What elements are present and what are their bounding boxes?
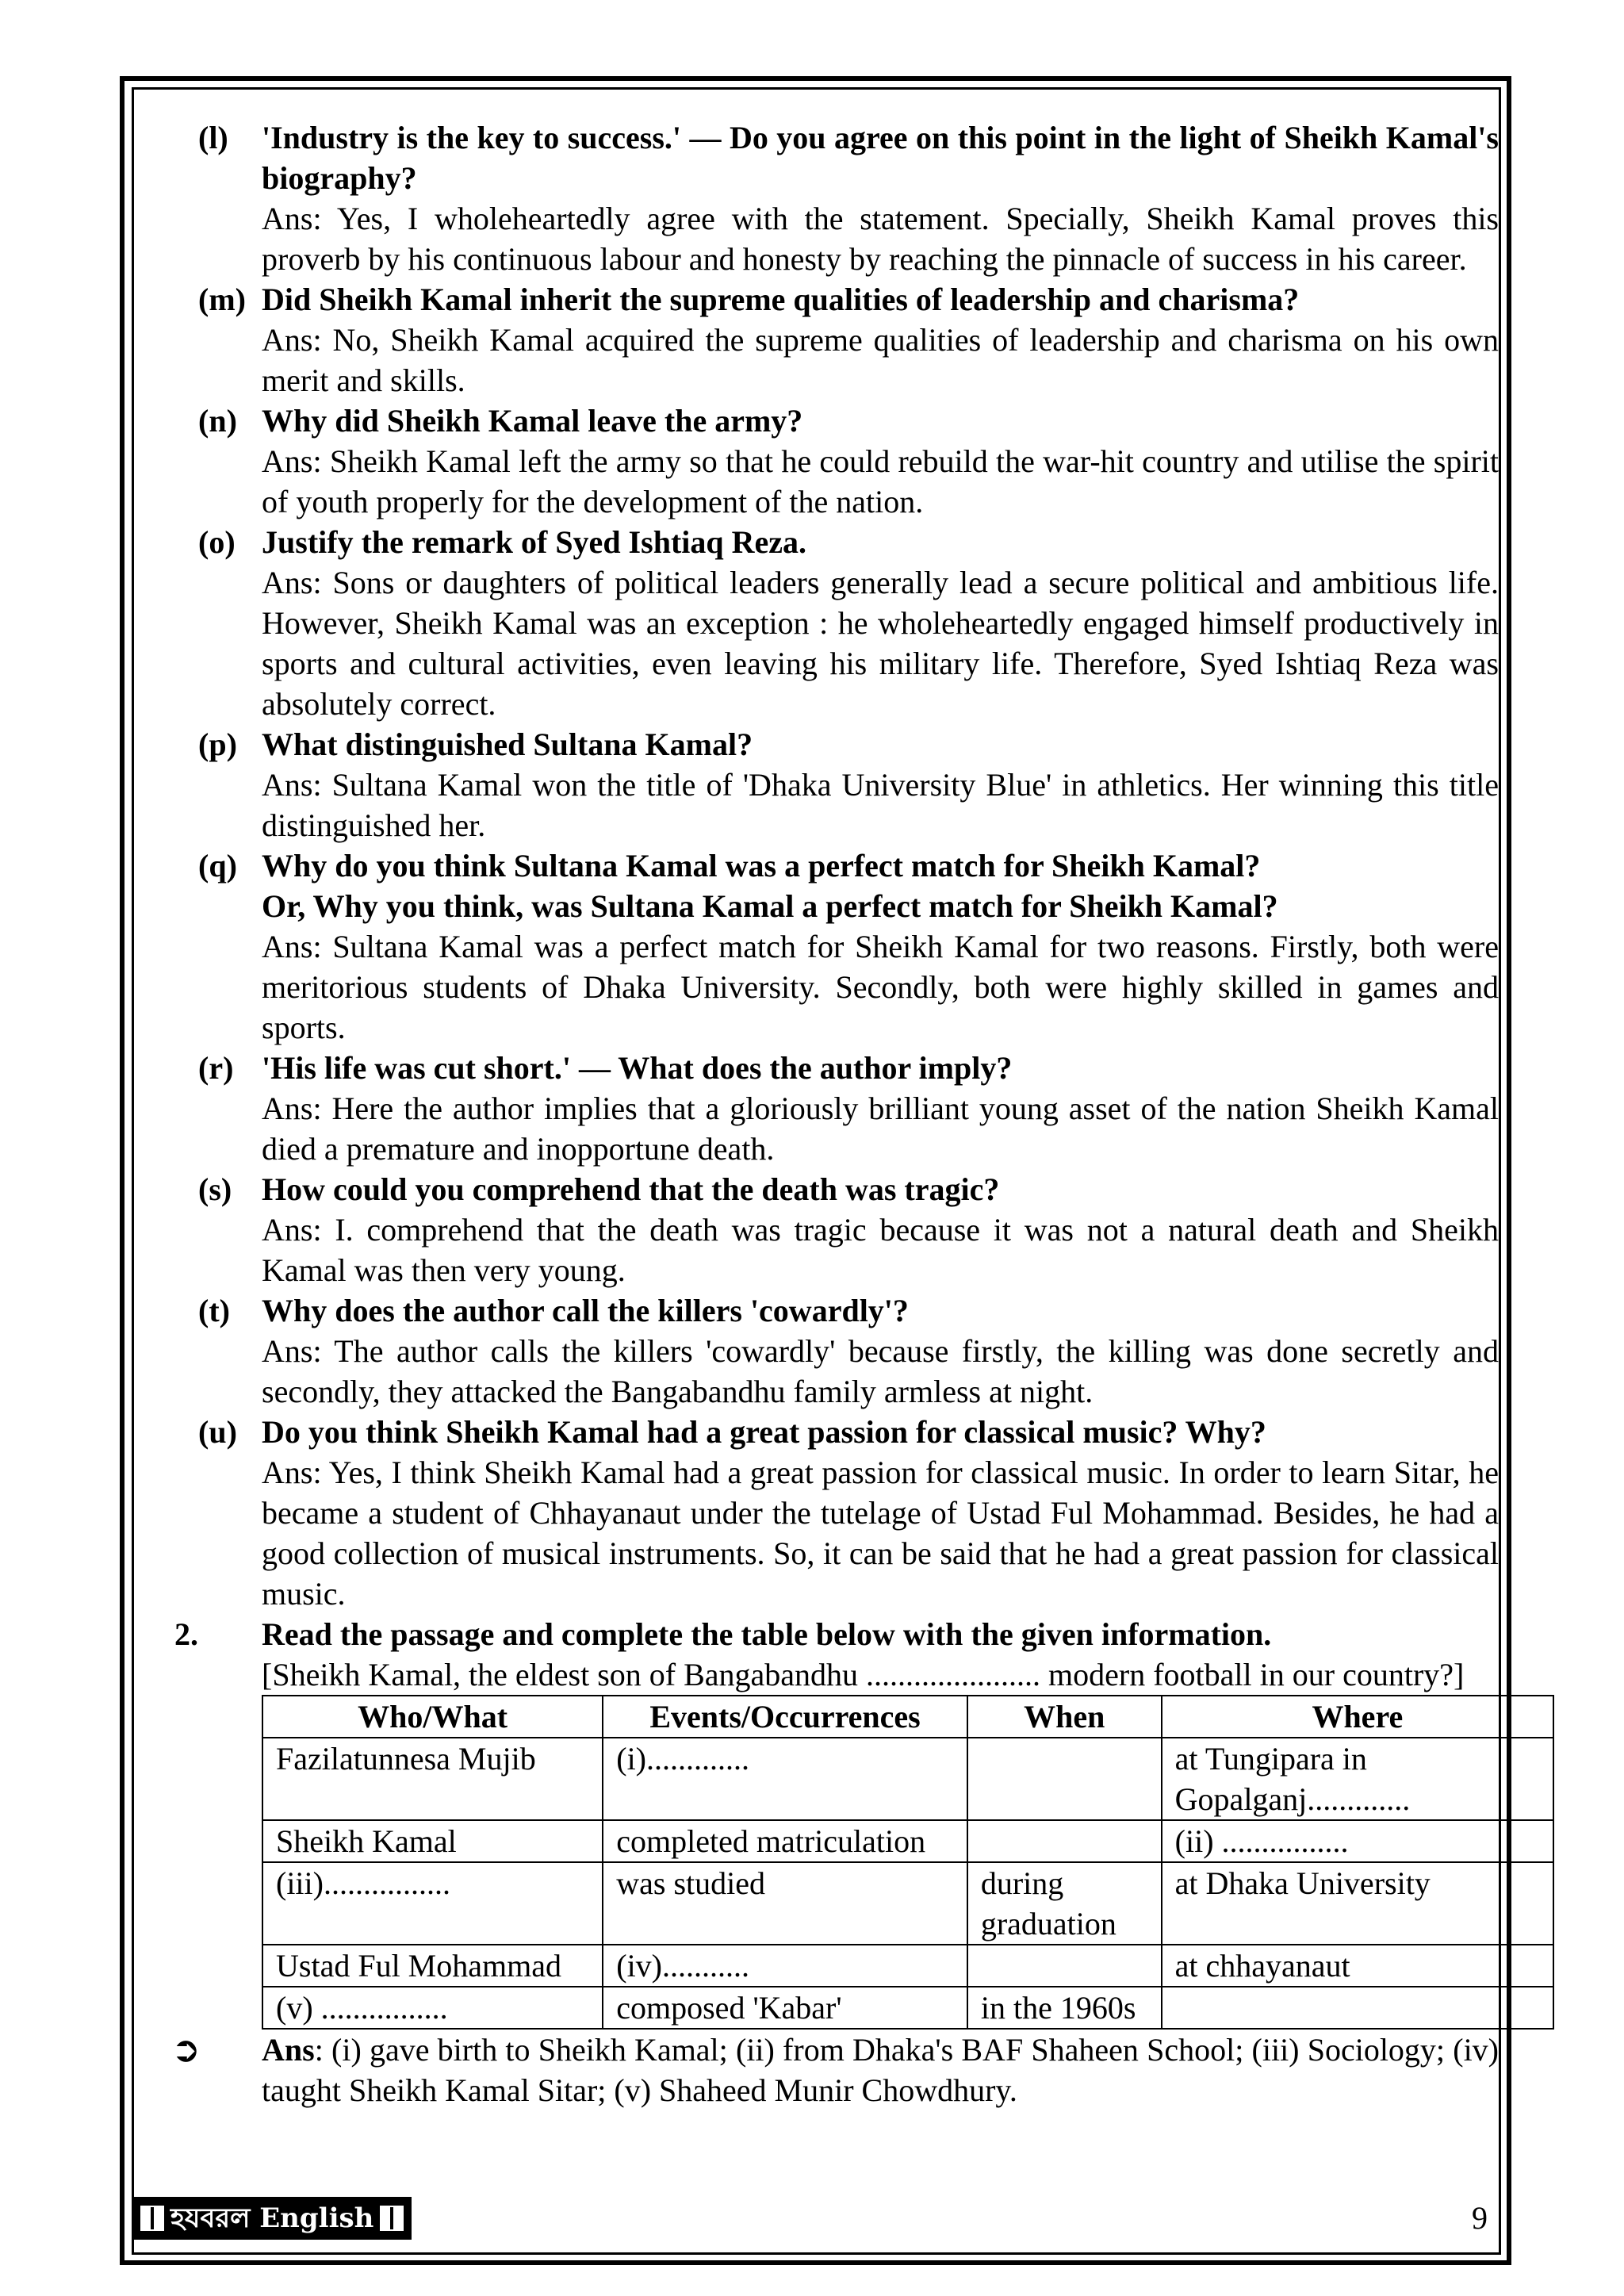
table-cell: Fazilatunnesa Mujib — [262, 1738, 603, 1820]
question-s — [182, 1169, 1499, 1290]
passage-excerpt: [Sheikh Kamal, the eldest son of Bangabandhu ...................... modern football in our country?] — [262, 1657, 1465, 1692]
question-number: (t) — [198, 1293, 230, 1328]
table-cell — [967, 1738, 1162, 1820]
table-cell: at Tungipara in Gopalganj............. — [1162, 1738, 1553, 1820]
table-cell: (iv)........... — [603, 1945, 967, 1987]
table-cell: during graduation — [967, 1862, 1162, 1945]
table-cell: (i)............. — [603, 1738, 967, 1820]
table-row — [262, 1738, 1553, 1820]
question-number: (o) — [198, 524, 236, 560]
question-number: (q) — [198, 848, 237, 884]
information-table — [262, 1695, 1554, 2030]
answer-text: Ans: Here the author implies that a gloriously brilliant young asset of the nation Sheikh Kamal died a premature and inopportune death. — [262, 1091, 1499, 1167]
question-number: (s) — [198, 1171, 232, 1207]
page-content — [171, 117, 1499, 2110]
table-cell — [967, 1945, 1162, 1987]
answer-text: Ans: Sheikh Kamal left the army so that he could rebuild the war-hit country and utilise the spirit of youth properly for the development of the nation. — [262, 443, 1499, 519]
question-p — [182, 724, 1499, 845]
table-cell: (v) ................ — [262, 1987, 603, 2029]
question-number: (l) — [198, 120, 228, 155]
table-cell: composed 'Kabar' — [603, 1987, 967, 2029]
question-q — [182, 845, 1499, 1048]
column-header: When — [967, 1696, 1162, 1738]
question-number: (m) — [198, 282, 246, 317]
question-l — [182, 117, 1499, 279]
answer-body: : (i) gave birth to Sheikh Kamal; (ii) from Dhaka's BAF Shaheen School; (iii) Sociology; (iv) taught Sheikh Kamal Sitar; (v) Shaheed Munir Chowdhury. — [262, 2032, 1499, 2108]
table-cell — [967, 1820, 1162, 1862]
task-title: Read the passage and complete the table below with the given information. — [262, 1616, 1272, 1652]
column-header: Who/What — [262, 1696, 603, 1738]
question-number: (p) — [198, 726, 237, 762]
question-number: (r) — [198, 1050, 234, 1086]
question-r — [182, 1048, 1499, 1169]
answer-text: Ans: Sons or daughters of political leaders generally lead a secure political and ambitious life. However, Sheikh Kamal was an exception : he wholeheartedly engaged himself productively in sports and cultural activities, even leaving his military life. Therefore, Syed Ishtiaq Reza was absolutely correct. — [262, 565, 1499, 722]
question-text: Why does the author call the killers 'cowardly'? — [262, 1293, 909, 1328]
answer-label: Ans — [262, 2032, 315, 2068]
question-text: 'Industry is the key to success.' — Do you agree on this point in the light of Sheikh Kamal's biography? — [262, 120, 1499, 196]
question-t — [182, 1290, 1499, 1412]
table-cell: Ustad Ful Mohammad — [262, 1945, 603, 1987]
table-row — [262, 1862, 1553, 1945]
table-cell: (iii)................ — [262, 1862, 603, 1945]
answer-text: Ans: No, Sheikh Kamal acquired the supreme qualities of leadership and charisma on his own merit and skills. — [262, 322, 1499, 398]
table-row — [262, 1820, 1553, 1862]
answer-text: Ans: Sultana Kamal won the title of 'Dhaka University Blue' in athletics. Her winning this title distinguished her. — [262, 767, 1499, 843]
table-answer — [171, 2030, 1499, 2110]
question-m — [182, 279, 1499, 401]
answer-text: Ans: Yes, I think Sheikh Kamal had a great passion for classical music. In order to learn Sitar, he became a student of Chhayanaut under the tutelage of Ustad Ful Mohammad. Besides, he had a good collection of musical instruments. So, it can be said that he had a great passion for classical music. — [262, 1455, 1499, 1612]
table-cell: at chhayanaut — [1162, 1945, 1553, 1987]
question-text: Do you think Sheikh Kamal had a great passion for classical music? Why? — [262, 1414, 1266, 1450]
brand-logo — [132, 2197, 412, 2240]
table-row — [262, 1987, 1553, 2029]
table-cell — [1162, 1987, 1553, 2029]
question-text: 'His life was cut short.' — What does the author imply? — [262, 1050, 1013, 1086]
table-cell: at Dhaka University — [1162, 1862, 1553, 1945]
table-header-row — [262, 1696, 1553, 1738]
page-number: 9 — [1472, 2200, 1488, 2236]
question-o — [182, 522, 1499, 724]
question-text: What distinguished Sultana Kamal? — [262, 726, 753, 762]
table-cell: (ii) ................ — [1162, 1820, 1553, 1862]
question-text: Why do you think Sultana Kamal was a perfect match for Sheikh Kamal? — [262, 848, 1261, 884]
brand-name: হযবরল English — [170, 2202, 374, 2234]
table-cell: Sheikh Kamal — [262, 1820, 603, 1862]
table-cell: in the 1960s — [967, 1987, 1162, 2029]
table-row — [262, 1945, 1553, 1987]
answer-text: Ans: The author calls the killers 'cowardly' because firstly, the killing was done secretly and secondly, they attacked the Bangabandhu family armless at night. — [262, 1333, 1499, 1409]
column-header: Events/Occurrences — [603, 1696, 967, 1738]
answer-text: Ans: Yes, I wholeheartedly agree with the statement. Specially, Sheikh Kamal proves this proverb by his continuous labour and honesty by reaching the pinnacle of success in his career. — [262, 201, 1499, 277]
question-number: (u) — [198, 1414, 237, 1450]
task-number: 2. — [174, 1616, 198, 1652]
book-icon — [380, 2206, 404, 2231]
table-cell: was studied — [603, 1862, 967, 1945]
question-text: Did Sheikh Kamal inherit the supreme qualities of leadership and charisma? — [262, 282, 1300, 317]
question-text-alt: Or, Why you think, was Sultana Kamal a perfect match for Sheikh Kamal? — [262, 888, 1278, 924]
task-2 — [174, 1614, 1499, 1654]
question-text: Justify the remark of Syed Ishtiaq Reza. — [262, 524, 807, 560]
question-text: How could you comprehend that the death was tragic? — [262, 1171, 1000, 1207]
question-n — [182, 401, 1499, 522]
table-cell: completed matriculation — [603, 1820, 967, 1862]
question-u — [182, 1412, 1499, 1614]
answer-text: Ans: I. comprehend that the death was tragic because it was not a natural death and Sheikh Kamal was then very young. — [262, 1212, 1499, 1288]
question-text: Why did Sheikh Kamal leave the army? — [262, 403, 803, 439]
curved-arrow-icon: ➲ — [171, 2030, 201, 2070]
column-header: Where — [1162, 1696, 1553, 1738]
question-number: (n) — [198, 403, 237, 439]
answer-text: Ans: Sultana Kamal was a perfect match for Sheikh Kamal for two reasons. Firstly, both were meritorious students of Dhaka University. Secondly, both were highly skilled in games and sports. — [262, 929, 1499, 1045]
book-icon — [140, 2206, 164, 2231]
